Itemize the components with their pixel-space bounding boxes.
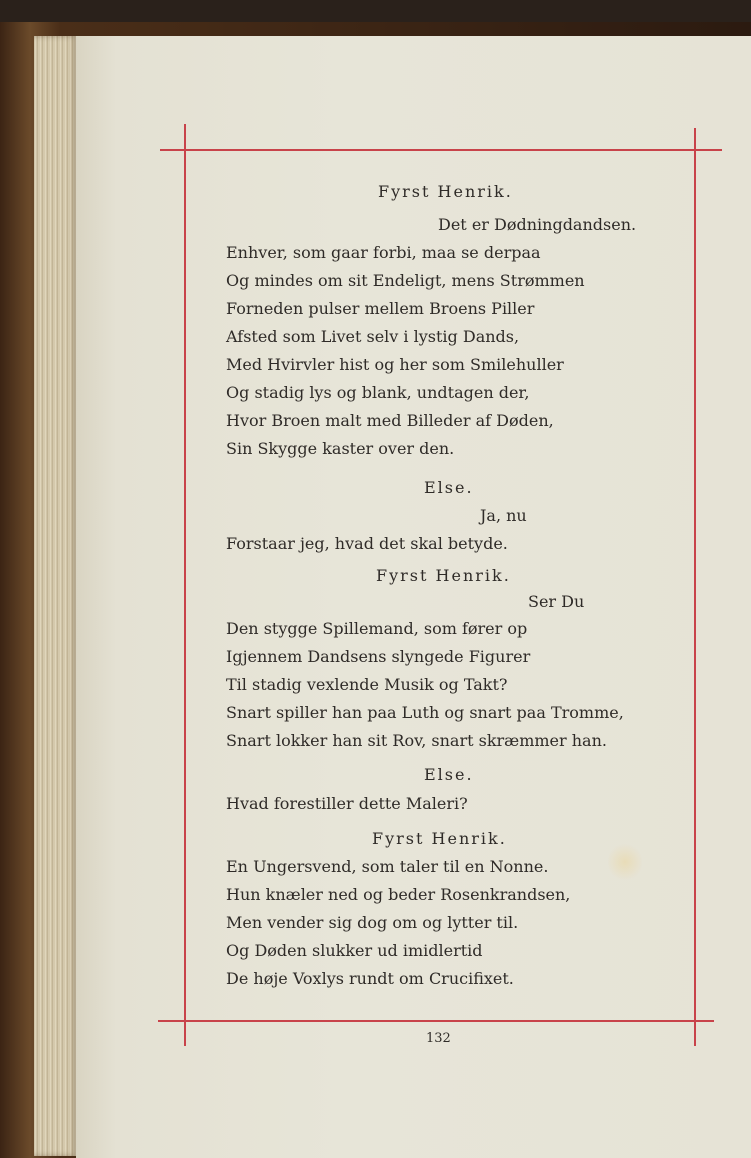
verse-line: Og Døden slukker ud imidlertid [226,941,483,960]
verse-line: Med Hvirvler hist og her som Smilehuller [226,355,564,374]
verse-line: Afsted som Livet selv i lystig Dands, [226,327,520,346]
frame-top-rule [160,149,722,151]
speaker-label: Fyrst Henrik. [372,829,507,848]
verse-line: Hvad forestiller dette Maleri? [226,794,468,813]
verse-line: Hun knæler ned og beder Rosenkrandsen, [226,885,571,904]
verse-line: Igjennem Dandsens slyngede Figurer [226,647,531,666]
frame-bottom-rule [158,1020,714,1022]
verse-line: Og mindes om sit Endeligt, mens Strømmen [226,271,585,290]
verse-line: Men vender sig dog om og lytter til. [226,913,519,932]
speaker-label: Else. [424,765,474,784]
verse-line: Forstaar jeg, hvad det skal betyde. [226,534,508,553]
verse-line: Ser Du [528,592,585,611]
frame-right-rule [694,128,696,1046]
verse-line: En Ungersvend, som taler til en Nonne. [226,857,549,876]
paper-stain [608,842,642,882]
verse-line: Det er Dødningdandsen. [438,215,637,234]
verse-line: Hvor Broen malt med Billeder af Døden, [226,411,554,430]
speaker-label: Fyrst Henrik. [376,566,511,585]
verse-line: De høje Voxlys rundt om Crucifixet. [226,969,514,988]
page-number: 132 [426,1031,451,1046]
speaker-label: Else. [424,478,474,497]
verse-line: Sin Skygge kaster over den. [226,439,455,458]
page-edges [34,36,78,1156]
verse-line: Den stygge Spillemand, som fører op [226,619,528,638]
verse-line: Snart spiller han paa Luth og snart paa Tromme, [226,703,624,722]
frame-left-rule [184,124,186,1046]
speaker-label: Fyrst Henrik. [378,182,513,201]
verse-line: Forneden pulser mellem Broens Piller [226,299,535,318]
verse-line: Enhver, som gaar forbi, maa se derpaa [226,243,541,262]
verse-line: Ja, nu [480,506,527,525]
verse-line: Og stadig lys og blank, undtagen der, [226,383,530,402]
verse-line: Til stadig vexlende Musik og Takt? [226,675,508,694]
verse-line: Snart lokker han sit Rov, snart skræmmer han. [226,731,607,750]
